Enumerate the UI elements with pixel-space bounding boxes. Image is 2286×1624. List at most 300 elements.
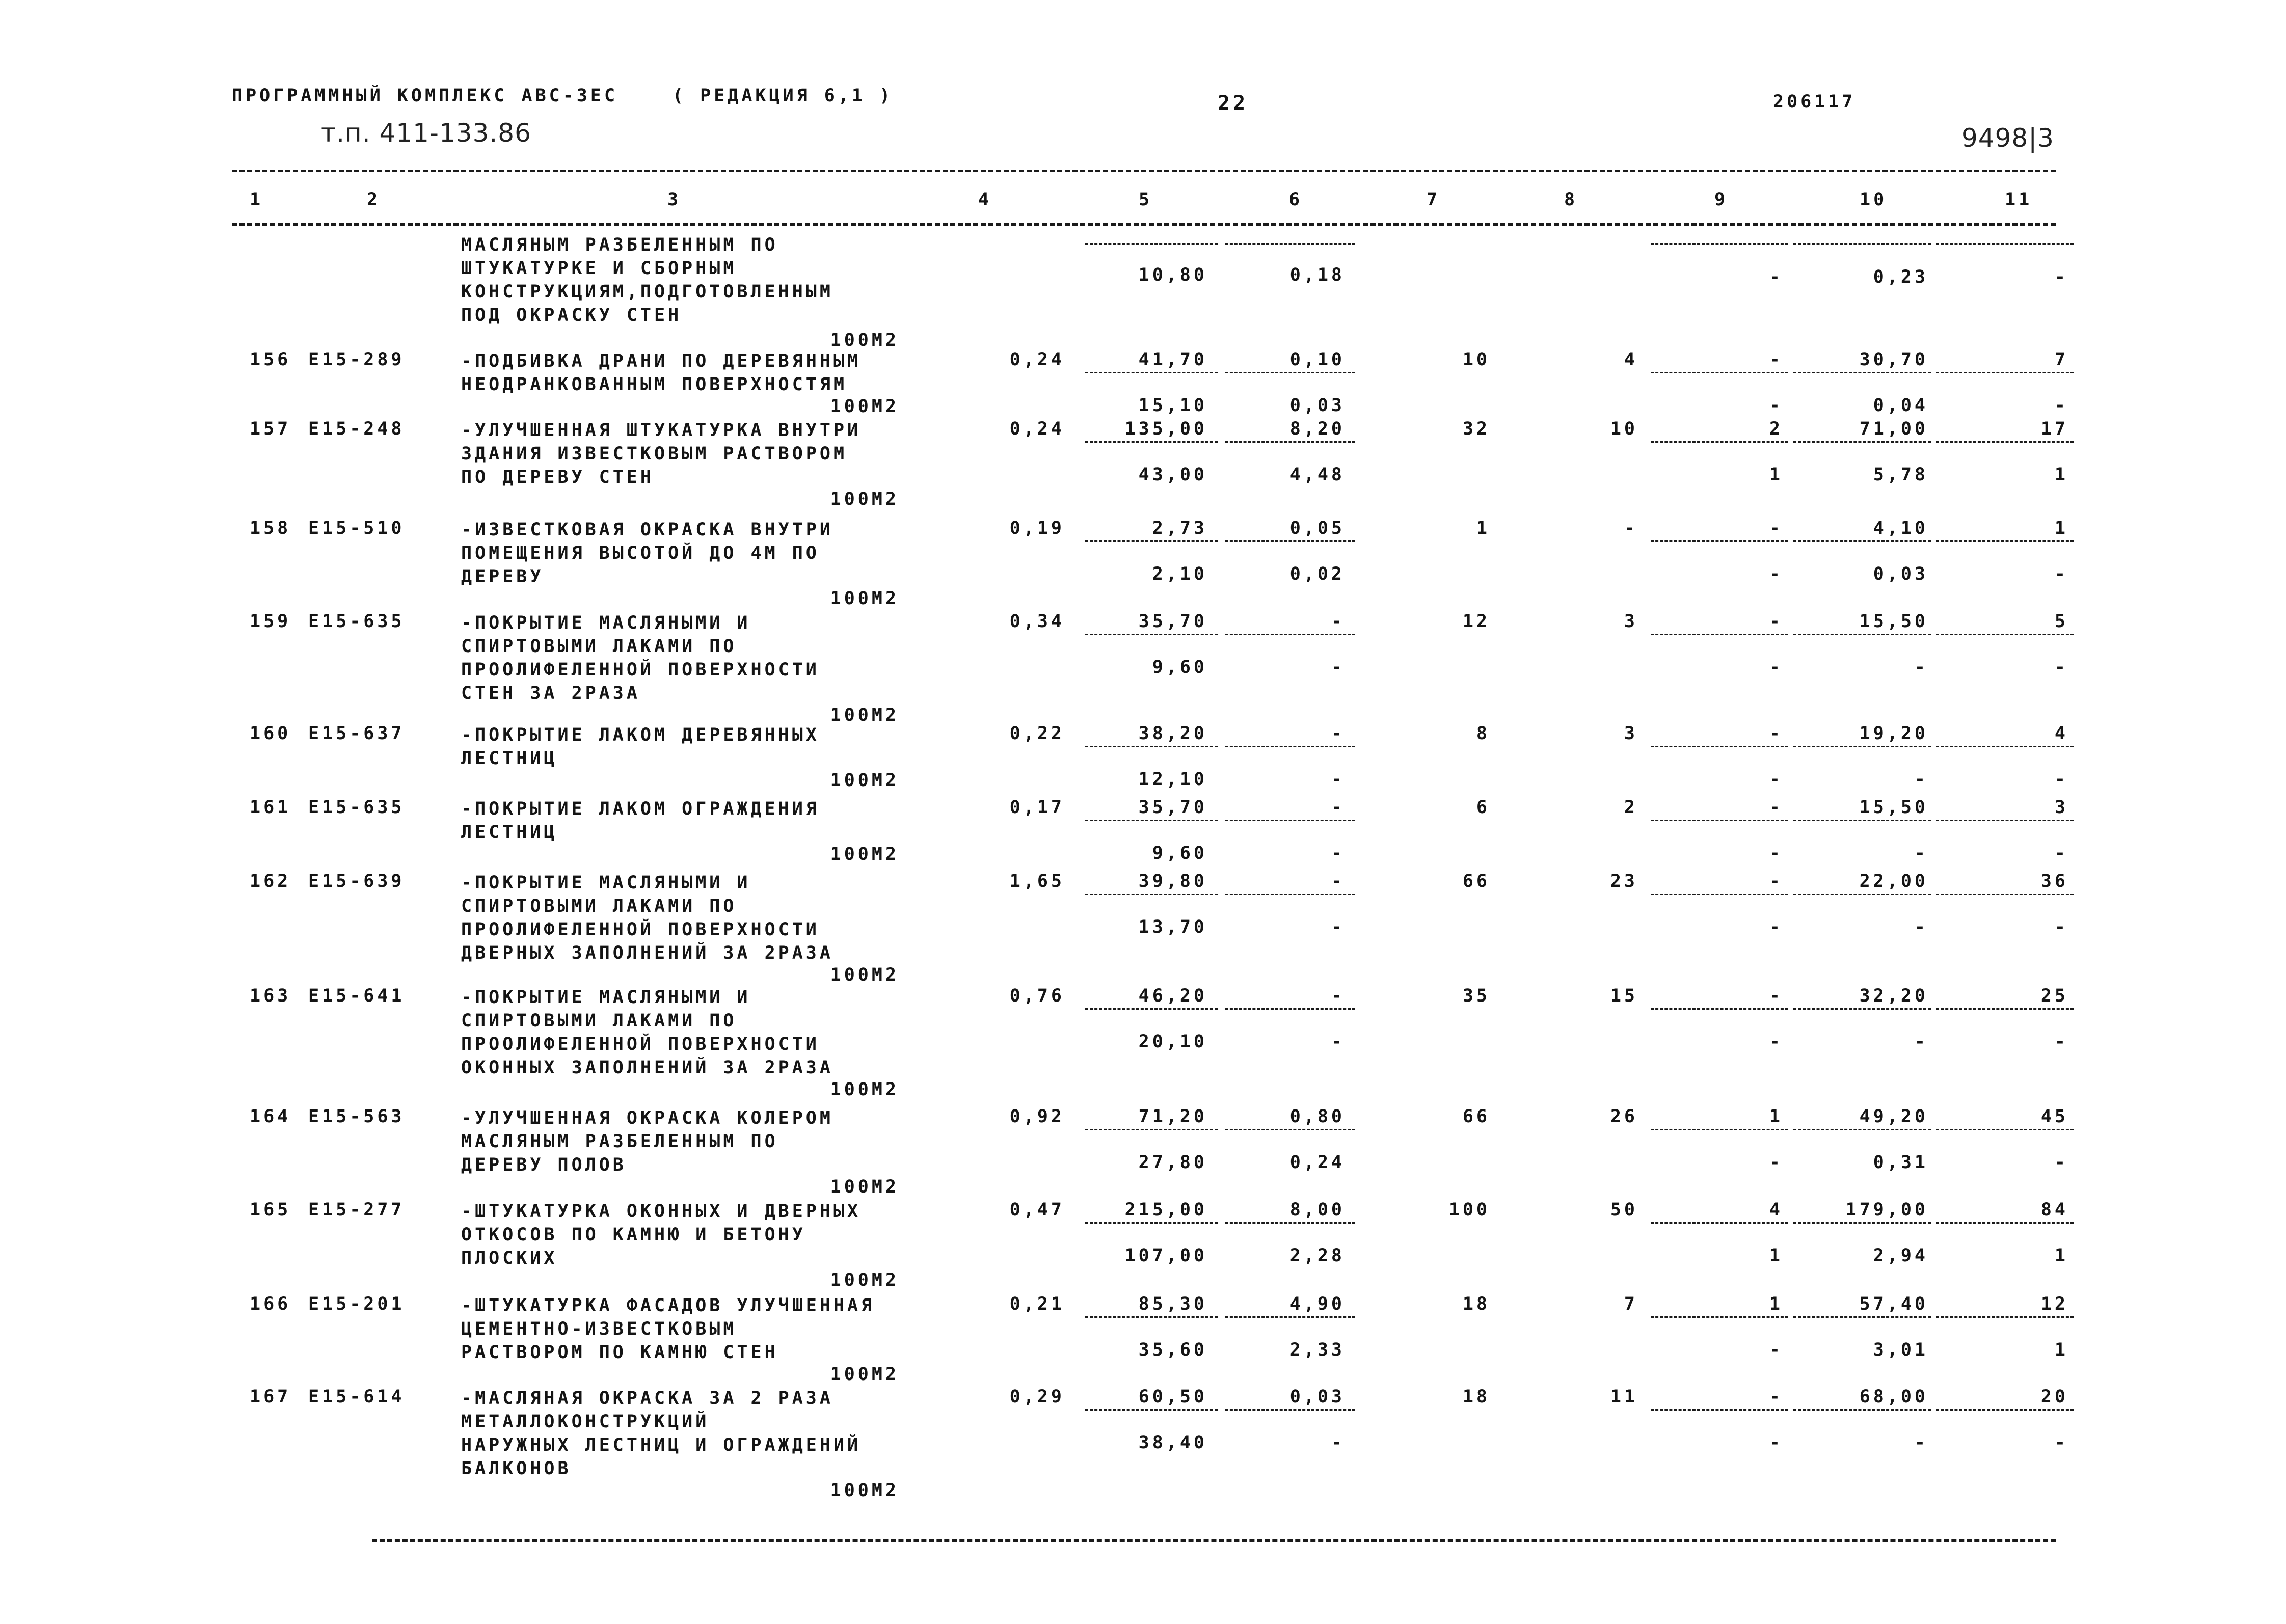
cell-col10-wage: 0,31 bbox=[1873, 1152, 1928, 1173]
row-number: 162 bbox=[250, 871, 291, 891]
description-line: -МАСЛЯНАЯ ОКРАСКА ЗА 2 РАЗА bbox=[461, 1388, 833, 1409]
description-line: ЛЕСТНИЦ bbox=[461, 748, 558, 769]
cell-col6-wage: - bbox=[1331, 1432, 1345, 1453]
subtotal-rule-10 bbox=[1793, 243, 1931, 245]
table-top-rule bbox=[232, 170, 2056, 172]
cell-col10-total: 57,40 bbox=[1859, 1294, 1928, 1314]
subtotal-rule-9 bbox=[1651, 372, 1788, 373]
description-line: МЕТАЛЛОКОНСТРУКЦИЙ bbox=[461, 1412, 710, 1432]
description-line: СПИРТОВЫМИ ЛАКАМИ ПО bbox=[461, 896, 737, 916]
subtotal-rule-6 bbox=[1225, 1008, 1355, 1010]
cell-col11-total: 25 bbox=[2040, 986, 2068, 1006]
cell-col6-wage: 2,33 bbox=[1289, 1340, 1345, 1360]
work-description bbox=[461, 518, 833, 588]
cell-col9-wage: - bbox=[1769, 564, 1783, 584]
cell-col6-wage: - bbox=[1331, 657, 1345, 678]
cell-top-6: 0,18 bbox=[1289, 265, 1345, 285]
subtotal-rule-10 bbox=[1793, 372, 1931, 373]
subtotal-rule-5 bbox=[1085, 540, 1218, 542]
subtotal-rule-11 bbox=[1936, 746, 2074, 747]
subtotal-rule-5 bbox=[1085, 634, 1218, 635]
cell-col8: 23 bbox=[1610, 871, 1638, 891]
cell-col6-total: - bbox=[1331, 871, 1345, 891]
cell-col5-wage: 9,60 bbox=[1152, 657, 1207, 678]
cell-col5-total: 71,20 bbox=[1138, 1106, 1207, 1127]
subtotal-rule-9 bbox=[1651, 243, 1788, 245]
subtotal-rule-5 bbox=[1085, 372, 1218, 373]
unit-of-measure: 100М2 bbox=[830, 705, 899, 725]
cell-col11-total: 7 bbox=[2054, 349, 2068, 370]
rate-code: Е15-614 bbox=[308, 1387, 405, 1407]
handwritten-project-number: т.п. 411-133.86 bbox=[321, 118, 531, 148]
cell-col10-wage: - bbox=[1914, 843, 1928, 863]
handwritten-sheet-number: 9498|3 bbox=[1961, 123, 2054, 153]
cell-col11-total: 4 bbox=[2054, 723, 2068, 744]
description-line: -УЛУЧШЕННАЯ ШТУКАТУРКА ВНУТРИ bbox=[461, 420, 862, 441]
cell-col10-wage: - bbox=[1914, 1032, 1928, 1052]
row-number: 165 bbox=[250, 1200, 291, 1220]
cell-col11-wage: - bbox=[2054, 657, 2068, 678]
cell-col11-wage: - bbox=[2054, 843, 2068, 863]
cell-col5-wage: 20,10 bbox=[1138, 1032, 1207, 1052]
cell-col6-total: 8,20 bbox=[1289, 419, 1345, 439]
subtotal-rule-6 bbox=[1225, 1129, 1355, 1130]
rate-code: Е15-641 bbox=[308, 986, 405, 1006]
cell-col6-total: 0,05 bbox=[1289, 518, 1345, 538]
cell-col7: 1 bbox=[1476, 518, 1490, 538]
cell-col10-total: 30,70 bbox=[1859, 349, 1928, 370]
cell-col9-total: - bbox=[1769, 871, 1783, 891]
cell-col8: 3 bbox=[1624, 611, 1638, 632]
cell-col9-total: 1 bbox=[1769, 1294, 1783, 1314]
rate-code: Е15-289 bbox=[308, 349, 405, 370]
cell-col4: 0,17 bbox=[1009, 797, 1065, 818]
unit-of-measure: 100М2 bbox=[830, 1480, 899, 1501]
cell-col7: 18 bbox=[1462, 1387, 1490, 1407]
cell-col6-wage: - bbox=[1331, 769, 1345, 790]
description-line: НЕОДРАНКОВАННЫМ ПОВЕРХНОСТЯМ bbox=[461, 374, 848, 395]
subtotal-rule-11 bbox=[1936, 1409, 2074, 1411]
work-description bbox=[461, 1106, 833, 1177]
cell-col10-total: 15,50 bbox=[1859, 611, 1928, 632]
description-line: -ПОДБИВКА ДРАНИ ПО ДЕРЕВЯННЫМ bbox=[461, 351, 862, 371]
rate-code: Е15-510 bbox=[308, 518, 405, 538]
subtotal-rule-5 bbox=[1085, 746, 1218, 747]
cell-col5-total: 35,70 bbox=[1138, 797, 1207, 818]
unit-of-measure: 100М2 bbox=[830, 1270, 899, 1290]
cell-col5-wage: 12,10 bbox=[1138, 769, 1207, 790]
cell-col10-total: 71,00 bbox=[1859, 419, 1928, 439]
column-header-9: 9 bbox=[1714, 190, 1729, 210]
subtotal-rule-6 bbox=[1225, 372, 1355, 373]
cell-col8: 15 bbox=[1610, 986, 1638, 1006]
subtotal-rule-10 bbox=[1793, 441, 1931, 443]
cell-col5-wage: 35,60 bbox=[1138, 1340, 1207, 1360]
subtotal-rule-10 bbox=[1793, 894, 1931, 895]
cell-col6-wage: - bbox=[1331, 917, 1345, 937]
subtotal-rule-10 bbox=[1793, 1222, 1931, 1224]
subtotal-rule-5 bbox=[1085, 1222, 1218, 1224]
cell-col6-wage: 0,24 bbox=[1289, 1152, 1345, 1173]
cell-col6-total: - bbox=[1331, 611, 1345, 632]
subtotal-rule-6 bbox=[1225, 820, 1355, 821]
description-line: -ПОКРЫТИЕ МАСЛЯНЫМИ И bbox=[461, 613, 751, 633]
subtotal-rule-6 bbox=[1225, 634, 1355, 635]
subtotal-rule-9 bbox=[1651, 540, 1788, 542]
subtotal-rule-11 bbox=[1936, 1222, 2074, 1224]
description-line: СПИРТОВЫМИ ЛАКАМИ ПО bbox=[461, 1011, 737, 1031]
description-line: -ШТУКАТУРКА ОКОННЫХ И ДВЕРНЫХ bbox=[461, 1201, 862, 1222]
cell-col10-total: 22,00 bbox=[1859, 871, 1928, 891]
cell-col5-total: 41,70 bbox=[1138, 349, 1207, 370]
column-header-5: 5 bbox=[1139, 190, 1153, 210]
cell-col9-wage: - bbox=[1769, 1432, 1783, 1453]
doc-code: 206117 bbox=[1773, 92, 1856, 112]
cell-col9-total: - bbox=[1769, 518, 1783, 538]
subtotal-rule-11 bbox=[1936, 540, 2074, 542]
subtotal-rule-6 bbox=[1225, 441, 1355, 443]
cell-col4: 0,47 bbox=[1009, 1200, 1065, 1220]
subtotal-rule-6 bbox=[1225, 1222, 1355, 1224]
program-title: ПРОГРАММНЫЙ КОМПЛЕКС АВС-ЗЕС bbox=[232, 86, 618, 106]
cell-col10-total: 4,10 bbox=[1873, 518, 1928, 538]
description-line: БАЛКОНОВ bbox=[461, 1458, 572, 1479]
subtotal-rule-11 bbox=[1936, 1316, 2074, 1318]
row-number: 164 bbox=[250, 1106, 291, 1127]
subtotal-rule-10 bbox=[1793, 746, 1931, 747]
subtotal-rule-10 bbox=[1793, 634, 1931, 635]
unit-of-measure: 100М2 bbox=[830, 1364, 899, 1385]
subtotal-rule-9 bbox=[1651, 1222, 1788, 1224]
cell-col9-wage: 1 bbox=[1769, 465, 1783, 485]
cell-col4: 0,24 bbox=[1009, 349, 1065, 370]
cell-col11-wage: - bbox=[2054, 395, 2068, 416]
unit-of-measure: 100М2 bbox=[830, 396, 899, 417]
cell-col10-wage: 0,04 bbox=[1873, 395, 1928, 416]
column-header-6: 6 bbox=[1289, 190, 1303, 210]
cell-col10-wage: - bbox=[1914, 657, 1928, 678]
cell-col5-wage: 13,70 bbox=[1138, 917, 1207, 937]
description-line: ДВЕРНЫХ ЗАПОЛНЕНИЙ ЗА 2РАЗА bbox=[461, 943, 833, 963]
cell-col5-wage: 9,60 bbox=[1152, 843, 1207, 863]
subtotal-rule-10 bbox=[1793, 1008, 1931, 1010]
cell-col6-total: - bbox=[1331, 986, 1345, 1006]
cell-col9-wage: - bbox=[1769, 395, 1783, 416]
cell-col9-total: - bbox=[1769, 611, 1783, 632]
subtotal-rule-11 bbox=[1936, 243, 2074, 245]
cell-col10-total: 15,50 bbox=[1859, 797, 1928, 818]
cell-col6-wage: 2,28 bbox=[1289, 1246, 1345, 1266]
cell-col6-total: - bbox=[1331, 723, 1345, 744]
rate-code: Е15-635 bbox=[308, 611, 405, 632]
subtotal-rule-9 bbox=[1651, 634, 1788, 635]
cell-col8: 2 bbox=[1624, 797, 1638, 818]
cell-col4: 0,21 bbox=[1009, 1294, 1065, 1314]
description-line: СПИРТОВЫМИ ЛАКАМИ ПО bbox=[461, 636, 737, 657]
cell-col9-wage: - bbox=[1769, 1340, 1783, 1360]
cell-col9-wage: - bbox=[1769, 843, 1783, 863]
description-line: -ПОКРЫТИЕ МАСЛЯНЫМИ И bbox=[461, 873, 751, 893]
subtotal-rule-10 bbox=[1793, 1409, 1931, 1411]
description-line: ОТКОСОВ ПО КАМНЮ И БЕТОНУ bbox=[461, 1225, 806, 1245]
description-line: -ПОКРЫТИЕ ЛАКОМ ОГРАЖДЕНИЯ bbox=[461, 799, 820, 819]
cell-col6-total: 8,00 bbox=[1289, 1200, 1345, 1220]
cell-col10-wage: 3,01 bbox=[1873, 1340, 1928, 1360]
cell-col10-wage: 5,78 bbox=[1873, 465, 1928, 485]
column-header-7: 7 bbox=[1427, 190, 1441, 210]
cell-col6-total: 0,80 bbox=[1289, 1106, 1345, 1127]
cell-col8: 7 bbox=[1624, 1294, 1638, 1314]
description-line: ПРООЛИФЕЛЕННОЙ ПОВЕРХНОСТИ bbox=[461, 1034, 820, 1054]
row-number: 163 bbox=[250, 986, 291, 1006]
cell-col11-total: 84 bbox=[2040, 1200, 2068, 1220]
cell-col5-total: 39,80 bbox=[1138, 871, 1207, 891]
subtotal-rule-11 bbox=[1936, 1129, 2074, 1130]
continuation-description: МАСЛЯНЫМ РАЗБЕЛЕННЫМ ПО ШТУКАТУРКЕ И СБОРНЫМ КОНСТРУКЦИЯМ,ПОДГОТОВЛЕННЫМ ПОД ОКРАСКУ СТЕН bbox=[461, 235, 833, 326]
subtotal-rule-9 bbox=[1651, 894, 1788, 895]
cell-col11-total: 5 bbox=[2054, 611, 2068, 632]
cell-col11-wage: 1 bbox=[2054, 465, 2068, 485]
column-header-10: 10 bbox=[1860, 190, 1888, 210]
description-line: -ПОКРЫТИЕ ЛАКОМ ДЕРЕВЯННЫХ bbox=[461, 725, 820, 745]
description-line: ПЛОСКИХ bbox=[461, 1248, 558, 1268]
subtotal-rule-5 bbox=[1085, 1316, 1218, 1318]
page-number: 22 bbox=[1218, 92, 1249, 115]
unit-of-measure: 100М2 bbox=[830, 844, 899, 864]
row-number: 161 bbox=[250, 797, 291, 818]
description-line: ДЕРЕВУ bbox=[461, 566, 544, 587]
cell-col8: 26 bbox=[1610, 1106, 1638, 1127]
cell-col10-wage: 2,94 bbox=[1873, 1246, 1928, 1266]
cell-col8: 50 bbox=[1610, 1200, 1638, 1220]
cell-col9-total: - bbox=[1769, 349, 1783, 370]
cell-col5-total: 2,73 bbox=[1152, 518, 1207, 538]
description-line: СТЕН ЗА 2РАЗА bbox=[461, 683, 640, 703]
cell-top-11: - bbox=[2054, 267, 2068, 287]
table-bottom-rule bbox=[372, 1539, 2056, 1542]
cell-col11-wage: - bbox=[2054, 1152, 2068, 1173]
cell-col11-total: 45 bbox=[2040, 1106, 2068, 1127]
header-bottom-rule bbox=[232, 223, 2056, 226]
unit-of-measure: 100М2 bbox=[830, 1079, 899, 1100]
unit-of-measure: 100М2 bbox=[830, 489, 899, 509]
rate-code: Е15-639 bbox=[308, 871, 405, 891]
subtotal-rule-5 bbox=[1085, 243, 1218, 245]
cell-col10-total: 49,20 bbox=[1859, 1106, 1928, 1127]
row-number: 158 bbox=[250, 518, 291, 538]
cell-col11-wage: - bbox=[2054, 564, 2068, 584]
cell-col11-total: 1 bbox=[2054, 518, 2068, 538]
row-number: 159 bbox=[250, 611, 291, 632]
cell-col9-total: - bbox=[1769, 986, 1783, 1006]
description-line: ПО ДЕРЕВУ СТЕН bbox=[461, 467, 655, 488]
cell-col5-total: 60,50 bbox=[1138, 1387, 1207, 1407]
unit-of-measure: 100М2 bbox=[830, 770, 899, 791]
subtotal-rule-6 bbox=[1225, 243, 1355, 245]
row-number: 156 bbox=[250, 349, 291, 370]
cell-col11-total: 17 bbox=[2040, 419, 2068, 439]
cell-col4: 0,22 bbox=[1009, 723, 1065, 744]
cell-col9-total: 4 bbox=[1769, 1200, 1783, 1220]
cell-col6-wage: 4,48 bbox=[1289, 465, 1345, 485]
description-line: -УЛУЧШЕННАЯ ОКРАСКА КОЛЕРОМ bbox=[461, 1108, 833, 1128]
description-line: ДЕРЕВУ ПОЛОВ bbox=[461, 1155, 627, 1175]
cell-col10-total: 19,20 bbox=[1859, 723, 1928, 744]
cell-col5-wage: 38,40 bbox=[1138, 1432, 1207, 1453]
subtotal-rule-6 bbox=[1225, 746, 1355, 747]
cell-col5-wage: 43,00 bbox=[1138, 465, 1207, 485]
cell-col5-wage: 107,00 bbox=[1124, 1246, 1207, 1266]
work-description bbox=[461, 986, 833, 1079]
rate-code: Е15-248 bbox=[308, 419, 405, 439]
cell-col11-total: 3 bbox=[2054, 797, 2068, 818]
cell-col4: 0,92 bbox=[1009, 1106, 1065, 1127]
cell-col4: 0,34 bbox=[1009, 611, 1065, 632]
subtotal-rule-6 bbox=[1225, 540, 1355, 542]
cell-col9-total: - bbox=[1769, 1387, 1783, 1407]
subtotal-rule-5 bbox=[1085, 894, 1218, 895]
description-line: ЦЕМЕНТНО-ИЗВЕСТКОВЫМ bbox=[461, 1319, 737, 1339]
description-line: МАСЛЯНЫМ РАЗБЕЛЕННЫМ ПО bbox=[461, 1131, 778, 1152]
subtotal-rule-9 bbox=[1651, 1316, 1788, 1318]
subtotal-rule-6 bbox=[1225, 1409, 1355, 1411]
description-line: ПРООЛИФЕЛЕННОЙ ПОВЕРХНОСТИ bbox=[461, 660, 820, 680]
cell-col5-total: 135,00 bbox=[1124, 419, 1207, 439]
cell-col5-total: 35,70 bbox=[1138, 611, 1207, 632]
rate-code: Е15-277 bbox=[308, 1200, 405, 1220]
rate-code: Е15-637 bbox=[308, 723, 405, 744]
subtotal-rule-10 bbox=[1793, 540, 1931, 542]
subtotal-rule-9 bbox=[1651, 441, 1788, 443]
cell-col10-total: 179,00 bbox=[1845, 1200, 1928, 1220]
cell-col10-wage: - bbox=[1914, 1432, 1928, 1453]
cell-top-5: 10,80 bbox=[1138, 265, 1207, 285]
cell-col5-wage: 27,80 bbox=[1138, 1152, 1207, 1173]
cell-col11-total: 20 bbox=[2040, 1387, 2068, 1407]
continuation-unit: 100М2 bbox=[830, 330, 899, 350]
cell-col7: 8 bbox=[1476, 723, 1490, 744]
cell-col8: 4 bbox=[1624, 349, 1638, 370]
cell-col11-wage: - bbox=[2054, 769, 2068, 790]
unit-of-measure: 100М2 bbox=[830, 588, 899, 609]
subtotal-rule-11 bbox=[1936, 372, 2074, 373]
subtotal-rule-10 bbox=[1793, 1129, 1931, 1130]
description-line: ПОМЕЩЕНИЯ ВЫСОТОЙ ДО 4М ПО bbox=[461, 543, 820, 563]
cell-col5-wage: 15,10 bbox=[1138, 395, 1207, 416]
subtotal-rule-9 bbox=[1651, 746, 1788, 747]
subtotal-rule-5 bbox=[1085, 1409, 1218, 1411]
cell-col7: 35 bbox=[1462, 986, 1490, 1006]
description-line: ОКОННЫХ ЗАПОЛНЕНИЙ ЗА 2РАЗА bbox=[461, 1058, 833, 1078]
cell-col11-total: 12 bbox=[2040, 1294, 2068, 1314]
cell-col10-wage: 0,03 bbox=[1873, 564, 1928, 584]
work-description bbox=[461, 797, 820, 844]
cell-col5-total: 38,20 bbox=[1138, 723, 1207, 744]
unit-of-measure: 100М2 bbox=[830, 965, 899, 985]
cell-col9-wage: - bbox=[1769, 657, 1783, 678]
cell-col7: 66 bbox=[1462, 1106, 1490, 1127]
cell-col9-total: - bbox=[1769, 797, 1783, 818]
cell-col4: 0,24 bbox=[1009, 419, 1065, 439]
cell-col9-wage: - bbox=[1769, 1032, 1783, 1052]
cell-col6-total: 4,90 bbox=[1289, 1294, 1345, 1314]
cell-col8: 10 bbox=[1610, 419, 1638, 439]
subtotal-rule-11 bbox=[1936, 820, 2074, 821]
row-number: 166 bbox=[250, 1294, 291, 1314]
description-line: РАСТВОРОМ ПО КАМНЮ СТЕН bbox=[461, 1342, 778, 1363]
cell-col4: 0,19 bbox=[1009, 518, 1065, 538]
cell-col6-wage: - bbox=[1331, 1032, 1345, 1052]
cell-col4: 0,29 bbox=[1009, 1387, 1065, 1407]
cell-col5-total: 46,20 bbox=[1138, 986, 1207, 1006]
cell-col7: 18 bbox=[1462, 1294, 1490, 1314]
cell-col7: 6 bbox=[1476, 797, 1490, 818]
work-description bbox=[461, 1294, 875, 1364]
cell-col6-total: - bbox=[1331, 797, 1345, 818]
subtotal-rule-5 bbox=[1085, 1008, 1218, 1010]
cell-col9-total: 1 bbox=[1769, 1106, 1783, 1127]
subtotal-rule-9 bbox=[1651, 1129, 1788, 1130]
subtotal-rule-5 bbox=[1085, 441, 1218, 443]
cell-col10-total: 32,20 bbox=[1859, 986, 1928, 1006]
subtotal-rule-10 bbox=[1793, 820, 1931, 821]
subtotal-rule-9 bbox=[1651, 820, 1788, 821]
cell-col9-wage: - bbox=[1769, 917, 1783, 937]
cell-col11-wage: 1 bbox=[2054, 1246, 2068, 1266]
cell-col11-total: 36 bbox=[2040, 871, 2068, 891]
description-line: ЛЕСТНИЦ bbox=[461, 822, 558, 843]
cell-col4: 0,76 bbox=[1009, 986, 1065, 1006]
cell-col11-wage: - bbox=[2054, 1032, 2068, 1052]
cell-col7: 12 bbox=[1462, 611, 1490, 632]
rate-code: Е15-201 bbox=[308, 1294, 405, 1314]
cell-col7: 100 bbox=[1448, 1200, 1490, 1220]
cell-col9-wage: 1 bbox=[1769, 1246, 1783, 1266]
cell-col9-wage: - bbox=[1769, 1152, 1783, 1173]
description-line: -ИЗВЕСТКОВАЯ ОКРАСКА ВНУТРИ bbox=[461, 520, 833, 540]
cell-col11-wage: 1 bbox=[2054, 1340, 2068, 1360]
cell-col9-wage: - bbox=[1769, 769, 1783, 790]
column-header-11: 11 bbox=[2005, 190, 2033, 210]
description-line: НАРУЖНЫХ ЛЕСТНИЦ И ОГРАЖДЕНИЙ bbox=[461, 1435, 862, 1455]
subtotal-rule-11 bbox=[1936, 634, 2074, 635]
column-header-1: 1 bbox=[250, 190, 264, 210]
row-number: 167 bbox=[250, 1387, 291, 1407]
column-header-2: 2 bbox=[367, 190, 381, 210]
cell-col6-total: 0,10 bbox=[1289, 349, 1345, 370]
work-description bbox=[461, 611, 820, 705]
cell-col8: - bbox=[1624, 518, 1638, 538]
cell-col4: 1,65 bbox=[1009, 871, 1065, 891]
cell-col6-wage: 0,03 bbox=[1289, 395, 1345, 416]
work-description bbox=[461, 723, 820, 770]
cell-col5-wage: 2,10 bbox=[1152, 564, 1207, 584]
cell-col7: 66 bbox=[1462, 871, 1490, 891]
subtotal-rule-5 bbox=[1085, 1129, 1218, 1130]
rate-code: Е15-635 bbox=[308, 797, 405, 818]
work-description bbox=[461, 871, 833, 965]
cell-col7: 10 bbox=[1462, 349, 1490, 370]
subtotal-rule-11 bbox=[1936, 1008, 2074, 1010]
cell-col10-wage: - bbox=[1914, 917, 1928, 937]
column-header-3: 3 bbox=[667, 190, 682, 210]
cell-col10-total: 68,00 bbox=[1859, 1387, 1928, 1407]
subtotal-rule-6 bbox=[1225, 894, 1355, 895]
description-line: -ПОКРЫТИЕ МАСЛЯНЫМИ И bbox=[461, 987, 751, 1008]
work-description bbox=[461, 349, 861, 396]
cell-col8: 3 bbox=[1624, 723, 1638, 744]
unit-of-measure: 100М2 bbox=[830, 1177, 899, 1197]
